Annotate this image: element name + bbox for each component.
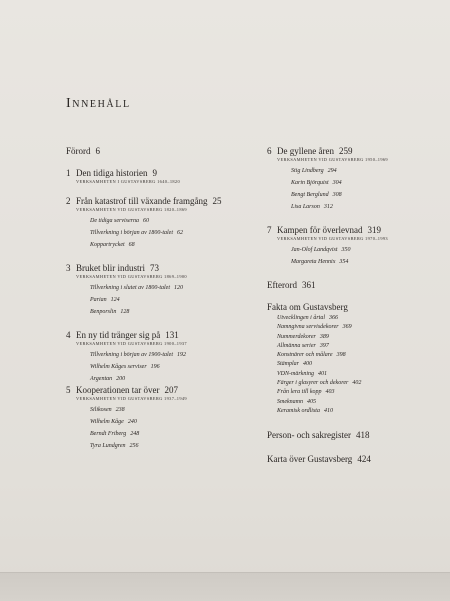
subsection-item xyxy=(90,282,256,294)
page-number: 60 xyxy=(143,218,149,224)
toc-entry xyxy=(66,385,256,452)
chapter-title-text: Bruket blir industri xyxy=(76,263,145,273)
toc-entry xyxy=(267,454,417,464)
chapter-number: 4 xyxy=(66,330,71,340)
chapter-number: 7 xyxy=(267,225,272,235)
page-number: 124 xyxy=(110,297,120,303)
subsection-title: Färger i glasyrer och dekorer xyxy=(277,380,349,387)
subsection-item xyxy=(277,333,417,342)
toc-entry xyxy=(267,225,417,268)
page-number: 401 xyxy=(318,370,327,377)
subsection-title: Smeknamn xyxy=(277,398,303,405)
page-number: 25 xyxy=(212,196,222,206)
subsection-title: Lisa Larson xyxy=(291,204,320,210)
page-number: 6 xyxy=(95,146,100,156)
page-number: 402 xyxy=(352,380,362,387)
chapter-subtitle: VERKSAMHETEN I GUSTAVSBERG 1640–1820 xyxy=(76,179,181,184)
page-number: 240 xyxy=(127,419,137,425)
page-title: Innehåll xyxy=(66,96,131,111)
toc-left-column xyxy=(66,146,256,452)
subsection-title: Benporslin xyxy=(90,309,117,315)
page-number: 405 xyxy=(307,398,316,405)
chapter-subtitle: VERKSAMHETEN VID GUSTAVSBERG 1900–1937 xyxy=(76,341,187,346)
chapter-number: 1 xyxy=(66,168,71,178)
section-title xyxy=(66,146,256,156)
subsection-item xyxy=(90,428,256,440)
subsection-list xyxy=(66,282,256,318)
toc-entry xyxy=(66,168,256,184)
subsection-title: Bengt Berglund xyxy=(291,192,329,198)
section-title-text: Förord xyxy=(66,146,91,156)
page-number: 294 xyxy=(327,168,337,174)
page-number: 248 xyxy=(130,431,140,437)
page-number: 192 xyxy=(177,352,186,358)
chapter-title xyxy=(66,385,256,395)
subsection-title: De tidiga serviserna xyxy=(90,218,139,224)
subsection-title: Argentan xyxy=(90,376,113,382)
chapter-subtitle: VERKSAMHETEN VID GUSTAVSBERG 1950–1969 xyxy=(277,157,388,162)
toc-entry xyxy=(66,146,256,156)
page-number: 120 xyxy=(174,285,183,291)
subsection-item xyxy=(90,440,256,452)
chapter-number: 6 xyxy=(267,146,272,156)
chapter-title-text: Från katastrof till växande framgång xyxy=(76,196,208,206)
page-number: 397 xyxy=(319,342,329,349)
page-number: 400 xyxy=(303,361,313,368)
section-title: Fakta om Gustavsberg xyxy=(267,302,348,312)
page-number: 389 xyxy=(319,333,329,340)
subsection-title: Karin Björquist xyxy=(291,180,329,186)
page-number: 403 xyxy=(325,389,335,396)
subsection-item xyxy=(90,373,256,385)
chapter-number: 2 xyxy=(66,196,71,206)
subsection-item xyxy=(291,201,417,213)
subsection-item xyxy=(90,404,256,416)
subsection-title: Keramisk ordlista xyxy=(277,407,320,414)
section-title xyxy=(267,280,417,290)
subsection-title: Jan-Olof Landqvist xyxy=(291,247,338,253)
page-number: 256 xyxy=(129,443,139,449)
chapter-title-text: De gyllene åren xyxy=(277,146,334,156)
subsection-item xyxy=(291,256,417,268)
page-number: 200 xyxy=(116,376,126,382)
chapter-title-text: Kampen för överlevnad xyxy=(277,225,363,235)
subsection-title: Tillverkning i slutet av 1800-talet xyxy=(90,285,170,291)
page-number: 73 xyxy=(150,263,159,273)
subsection-title: Tyra Lundgren xyxy=(90,443,126,449)
page-number: 238 xyxy=(115,407,125,413)
section-title-text: Efterord xyxy=(267,280,297,290)
subsection-item xyxy=(90,361,256,373)
page-number: 9 xyxy=(152,168,157,178)
subsection-title: Berndt Friberg xyxy=(90,431,127,437)
subsection-item xyxy=(291,177,417,189)
section-title-text: Person- och sakregister xyxy=(267,430,351,441)
subsection-title: Stig Lindberg xyxy=(291,168,324,174)
subsection-title: Wilhelm Kåges serviser xyxy=(90,364,147,370)
subsection-item xyxy=(291,165,417,177)
page-number: 366 xyxy=(329,315,338,321)
subsection-list xyxy=(267,314,417,416)
subsection-list xyxy=(267,165,417,213)
subsection-list xyxy=(66,215,256,251)
subsection-item xyxy=(277,379,417,388)
section-title xyxy=(267,430,417,440)
chapter-title-text: Kooperationen tar över xyxy=(76,385,160,395)
subsection-title: Margareta Hennix xyxy=(291,259,336,265)
chapter-title xyxy=(66,263,256,273)
subsection-item xyxy=(291,189,417,201)
section-title-text: Karta över Gustavsberg xyxy=(267,454,353,465)
subsection-list xyxy=(267,244,417,268)
chapter-title xyxy=(66,168,256,178)
chapter-subtitle: VERKSAMHETEN VID GUSTAVSBERG 1820–1869 xyxy=(76,207,187,212)
subsection-item xyxy=(90,215,256,227)
chapter-title-text: En ny tid tränger sig på xyxy=(76,330,161,340)
subsection-title: Konstnärer och målare xyxy=(277,352,333,359)
toc-right-column xyxy=(267,146,417,464)
page-number: 62 xyxy=(177,230,183,236)
page-number: 259 xyxy=(338,146,353,156)
subsection-title: Wilhelm Kåge xyxy=(90,419,124,425)
chapter-subtitle: VERKSAMHETEN VID GUSTAVSBERG 1869–1900 xyxy=(76,274,187,279)
subsection-title: Parian xyxy=(90,297,107,303)
page-number: 398 xyxy=(336,352,346,359)
subsection-item xyxy=(277,388,417,397)
page-number: 196 xyxy=(150,364,160,370)
page-number: 418 xyxy=(355,430,370,441)
subsection-title: Utvecklingen i årtal xyxy=(277,315,325,321)
subsection-item xyxy=(277,398,417,407)
toc-entry xyxy=(267,280,417,290)
page-number: 319 xyxy=(367,225,381,235)
toc-entry xyxy=(267,430,417,440)
subsection-item xyxy=(277,323,417,332)
section-title xyxy=(267,454,417,464)
subsection-title: Nummerdekorer xyxy=(277,333,316,340)
toc-entry xyxy=(66,263,256,318)
subsection-title: Allmänna serier xyxy=(277,342,316,349)
subsection-title: Namngivna servisdekorer xyxy=(277,324,339,331)
page-number: 308 xyxy=(332,192,342,198)
chapter-number: 3 xyxy=(66,263,71,273)
subsection-item xyxy=(90,227,256,239)
subsection-item xyxy=(277,370,417,379)
toc-entry xyxy=(66,196,256,251)
chapter-title xyxy=(267,225,417,235)
subsection-item xyxy=(90,416,256,428)
subsection-list xyxy=(66,349,256,385)
subsection-item xyxy=(277,360,417,369)
subsection-item xyxy=(291,244,417,256)
subsection-item xyxy=(90,294,256,306)
subsection-item xyxy=(277,342,417,351)
subsection-title: Från lera till kopp xyxy=(277,389,322,396)
subsection-title: Stämplar xyxy=(277,361,300,368)
chapter-number: 5 xyxy=(66,385,71,395)
chapter-title-text: Den tidiga historien xyxy=(76,168,148,178)
page-number: 354 xyxy=(339,259,349,265)
page-number: 207 xyxy=(164,385,178,395)
chapter-title xyxy=(66,330,256,340)
subsection-list xyxy=(66,404,256,452)
chapter-title xyxy=(267,146,417,156)
subsection-item xyxy=(277,351,417,360)
page-number: 369 xyxy=(342,324,352,331)
page-number: 350 xyxy=(341,247,351,253)
chapter-title xyxy=(66,196,256,206)
page-number: 131 xyxy=(165,330,179,340)
subsection-title: Silikosen xyxy=(90,407,112,413)
page-number: 312 xyxy=(323,204,333,210)
subsection-item xyxy=(90,306,256,318)
subsection-item xyxy=(90,349,256,361)
subsection-title: VDN-märkning xyxy=(277,370,314,377)
subsection-item xyxy=(277,407,417,416)
toc-entry xyxy=(267,146,417,213)
chapter-subtitle: VERKSAMHETEN VID GUSTAVSBERG 1970–1993 xyxy=(277,236,388,241)
chapter-subtitle: VERKSAMHETEN VID GUSTAVSBERG 1937–1949 xyxy=(76,396,187,401)
toc-entry xyxy=(267,302,417,416)
subsection-item xyxy=(277,314,417,323)
table-surface xyxy=(0,572,450,601)
subsection-item xyxy=(90,239,256,251)
page-number: 410 xyxy=(323,407,333,414)
page-number: 424 xyxy=(357,454,371,465)
page-number: 68 xyxy=(128,242,135,248)
page-number: 361 xyxy=(301,280,316,290)
subsection-title: Tillverkning i början av 1800-talet xyxy=(90,230,173,236)
page-number: 128 xyxy=(120,309,130,315)
page-number: 304 xyxy=(332,180,342,186)
toc-entry xyxy=(66,330,256,385)
subsection-title: Tillverkning i början av 1900-talet xyxy=(90,352,173,358)
subsection-title: Koppartrycket xyxy=(90,242,125,248)
